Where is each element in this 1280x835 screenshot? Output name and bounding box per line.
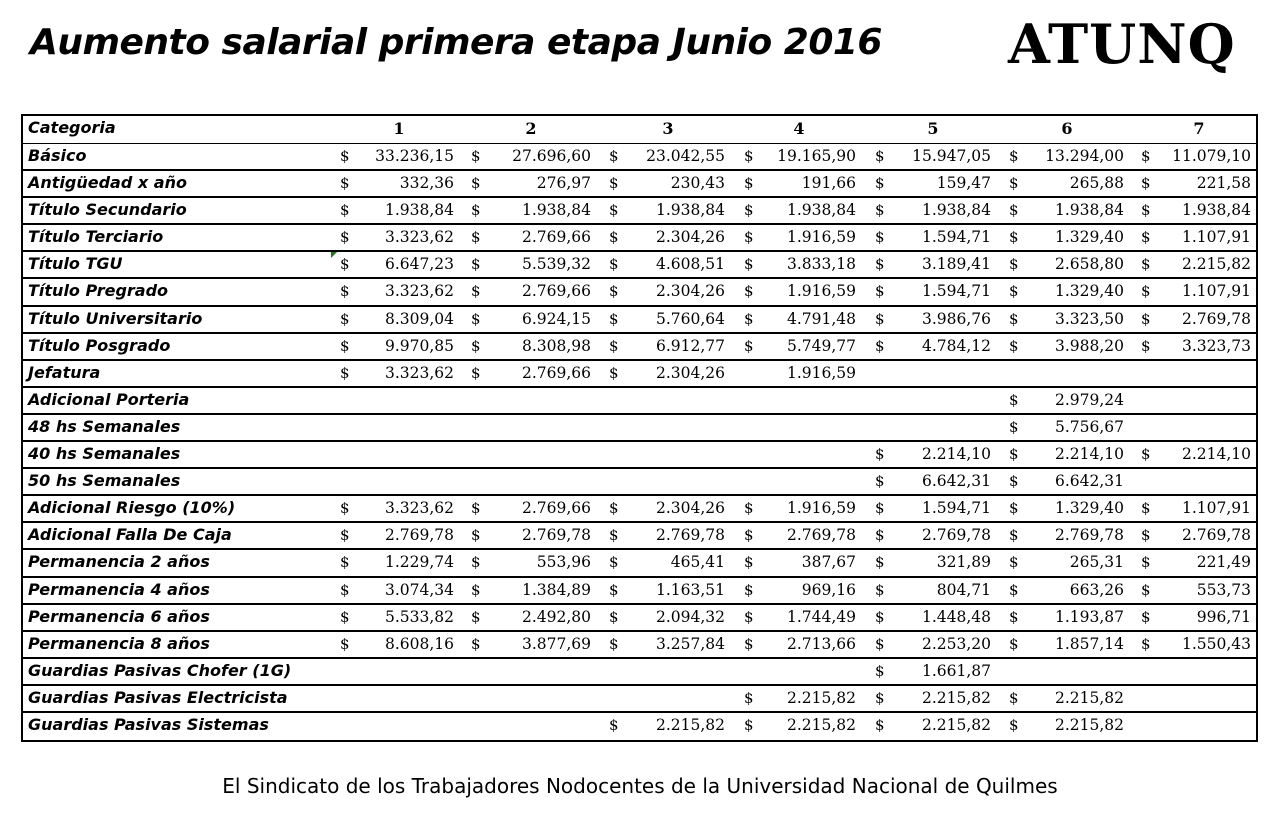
currency-sign: $ xyxy=(875,336,885,355)
currency-sign: $ xyxy=(1009,417,1019,436)
value-cell: 8.309,04 xyxy=(384,309,454,328)
currency-sign: $ xyxy=(471,607,481,626)
currency-sign: $ xyxy=(1141,553,1151,572)
value-cell: 3.323,62 xyxy=(384,499,454,518)
row-label: Adicional Riesgo (10%) xyxy=(28,498,236,518)
value-cell: 1.329,40 xyxy=(1054,282,1124,301)
value-cell: 2.304,26 xyxy=(655,499,725,518)
currency-sign: $ xyxy=(875,309,885,328)
table-row xyxy=(23,713,1256,740)
currency-sign: $ xyxy=(875,607,885,626)
table-row xyxy=(23,307,1256,334)
currency-sign: $ xyxy=(1009,688,1019,707)
value-cell: 3.323,62 xyxy=(384,282,454,301)
currency-sign: $ xyxy=(609,580,619,599)
currency-sign: $ xyxy=(744,634,754,653)
value-cell: 3.833,18 xyxy=(786,255,856,274)
currency-sign: $ xyxy=(609,553,619,572)
value-cell: 465,41 xyxy=(670,553,725,572)
currency-sign: $ xyxy=(609,201,619,220)
table-row xyxy=(23,442,1256,469)
table-row xyxy=(23,496,1256,523)
currency-sign: $ xyxy=(1141,580,1151,599)
brand-logo-text: ATUNQ xyxy=(1008,12,1236,76)
currency-sign: $ xyxy=(609,336,619,355)
value-cell: 1.384,89 xyxy=(521,580,591,599)
currency-sign: $ xyxy=(609,255,619,274)
value-cell: 13.294,00 xyxy=(1045,147,1124,165)
currency-sign: $ xyxy=(1009,472,1019,491)
currency-sign: $ xyxy=(744,499,754,518)
currency-sign: $ xyxy=(471,147,481,165)
currency-sign: $ xyxy=(875,282,885,301)
value-cell: 1.916,59 xyxy=(786,499,856,518)
currency-sign: $ xyxy=(471,499,481,518)
value-cell: 5.749,77 xyxy=(786,336,856,355)
value-cell: 11.079,10 xyxy=(1172,147,1251,165)
salary-table xyxy=(21,114,1258,742)
value-cell: 969,16 xyxy=(801,580,856,599)
currency-sign: $ xyxy=(744,580,754,599)
currency-sign: $ xyxy=(875,147,885,165)
value-cell: 8.308,98 xyxy=(521,336,591,355)
value-cell: 1.229,74 xyxy=(384,553,454,572)
row-label: Título Secundario xyxy=(28,200,187,220)
currency-sign: $ xyxy=(875,553,885,572)
currency-sign: $ xyxy=(609,174,619,193)
row-label: Adicional Falla De Caja xyxy=(28,525,232,545)
currency-sign: $ xyxy=(875,472,885,491)
table-header-row xyxy=(23,116,1256,144)
currency-sign: $ xyxy=(1141,282,1151,301)
table-row xyxy=(23,361,1256,388)
value-cell: 33.236,15 xyxy=(375,147,454,165)
value-cell: 1.107,91 xyxy=(1181,228,1251,247)
value-cell: 2.769,66 xyxy=(521,499,591,518)
table-row xyxy=(23,171,1256,198)
currency-sign: $ xyxy=(471,363,481,382)
value-cell: 6.924,15 xyxy=(521,309,591,328)
value-cell: 3.323,62 xyxy=(384,363,454,382)
currency-sign: $ xyxy=(340,526,350,545)
value-cell: 2.304,26 xyxy=(655,363,725,382)
currency-sign: $ xyxy=(1009,174,1019,193)
row-label: Antigüedad x año xyxy=(28,173,187,193)
currency-sign: $ xyxy=(744,309,754,328)
currency-sign: $ xyxy=(340,174,350,193)
column-header-categoria: Categoria xyxy=(28,118,116,137)
value-cell: 221,58 xyxy=(1196,174,1251,193)
currency-sign: $ xyxy=(471,553,481,572)
currency-sign: $ xyxy=(1009,499,1019,518)
currency-sign: $ xyxy=(609,634,619,653)
value-cell: 1.594,71 xyxy=(921,499,991,518)
value-cell: 23.042,55 xyxy=(646,147,725,165)
currency-sign: $ xyxy=(471,228,481,247)
currency-sign: $ xyxy=(875,201,885,220)
row-label: 48 hs Semanales xyxy=(28,416,181,436)
value-cell: 3.323,62 xyxy=(384,228,454,247)
row-label: Permanencia 2 años xyxy=(28,552,210,572)
currency-sign: $ xyxy=(875,661,885,680)
value-cell: 1.938,84 xyxy=(1181,201,1251,220)
value-cell: 1.329,40 xyxy=(1054,228,1124,247)
value-cell: 1.163,51 xyxy=(655,580,725,599)
value-cell: 3.323,50 xyxy=(1054,309,1124,328)
value-cell: 1.193,87 xyxy=(1054,607,1124,626)
value-cell: 3.988,20 xyxy=(1054,336,1124,355)
currency-sign: $ xyxy=(744,688,754,707)
currency-sign: $ xyxy=(1009,445,1019,464)
table-row xyxy=(23,578,1256,605)
currency-sign: $ xyxy=(609,715,619,734)
value-cell: 332,36 xyxy=(399,174,454,193)
currency-sign: $ xyxy=(744,553,754,572)
currency-sign: $ xyxy=(340,336,350,355)
currency-sign: $ xyxy=(1009,336,1019,355)
value-cell: 2.215,82 xyxy=(786,688,856,707)
currency-sign: $ xyxy=(609,363,619,382)
value-cell: 2.769,66 xyxy=(521,228,591,247)
row-label: Básico xyxy=(28,146,87,165)
currency-sign: $ xyxy=(1009,715,1019,734)
currency-sign: $ xyxy=(340,147,350,165)
category-header-6: 6 xyxy=(1061,119,1073,138)
value-cell: 6.642,31 xyxy=(1054,472,1124,491)
value-cell: 3.323,73 xyxy=(1181,336,1251,355)
currency-sign: $ xyxy=(875,526,885,545)
currency-sign: $ xyxy=(471,336,481,355)
currency-sign: $ xyxy=(875,634,885,653)
table-row xyxy=(23,144,1256,171)
row-label: Título TGU xyxy=(28,254,123,274)
currency-sign: $ xyxy=(744,526,754,545)
value-cell: 1.329,40 xyxy=(1054,499,1124,518)
row-label: Guardias Pasivas Chofer (1G) xyxy=(28,660,292,680)
value-cell: 265,88 xyxy=(1069,174,1124,193)
currency-sign: $ xyxy=(875,445,885,464)
currency-sign: $ xyxy=(744,228,754,247)
currency-sign: $ xyxy=(744,282,754,301)
value-cell: 1.938,84 xyxy=(655,201,725,220)
currency-sign: $ xyxy=(471,309,481,328)
currency-sign: $ xyxy=(875,580,885,599)
currency-sign: $ xyxy=(340,580,350,599)
value-cell: 2.769,78 xyxy=(1181,309,1251,328)
currency-sign: $ xyxy=(1141,255,1151,274)
row-label: Título Universitario xyxy=(28,308,203,328)
footer-text: El Sindicato de los Trabajadores Nodocentes de la Universidad Nacional de Quilmes xyxy=(222,774,1058,798)
table-row xyxy=(23,605,1256,632)
currency-sign: $ xyxy=(609,607,619,626)
value-cell: 2.214,10 xyxy=(1054,445,1124,464)
table-row xyxy=(23,198,1256,225)
currency-sign: $ xyxy=(875,255,885,274)
value-cell: 191,66 xyxy=(801,174,856,193)
currency-sign: $ xyxy=(340,607,350,626)
currency-sign: $ xyxy=(340,282,350,301)
currency-sign: $ xyxy=(471,634,481,653)
currency-sign: $ xyxy=(1141,147,1151,165)
category-header-3: 3 xyxy=(662,119,674,138)
value-cell: 2.215,82 xyxy=(921,688,991,707)
currency-sign: $ xyxy=(340,553,350,572)
value-cell: 1.107,91 xyxy=(1181,282,1251,301)
currency-sign: $ xyxy=(471,580,481,599)
row-label: Jefatura xyxy=(28,362,101,382)
table-row xyxy=(23,388,1256,415)
value-cell: 1.938,84 xyxy=(921,201,991,220)
value-cell: 1.916,59 xyxy=(786,228,856,247)
currency-sign: $ xyxy=(875,228,885,247)
row-label: Guardias Pasivas Sistemas xyxy=(28,714,269,734)
currency-sign: $ xyxy=(340,499,350,518)
value-cell: 3.257,84 xyxy=(655,634,725,653)
table-row xyxy=(23,550,1256,577)
value-cell: 2.214,10 xyxy=(921,445,991,464)
value-cell: 2.215,82 xyxy=(1181,255,1251,274)
currency-sign: $ xyxy=(609,526,619,545)
value-cell: 1.594,71 xyxy=(921,228,991,247)
currency-sign: $ xyxy=(340,228,350,247)
currency-sign: $ xyxy=(340,634,350,653)
value-cell: 221,49 xyxy=(1196,553,1251,572)
value-cell: 8.608,16 xyxy=(384,634,454,653)
currency-sign: $ xyxy=(1141,526,1151,545)
value-cell: 27.696,60 xyxy=(512,147,591,165)
row-label: Permanencia 8 años xyxy=(28,633,210,653)
value-cell: 1.916,59 xyxy=(786,282,856,301)
currency-sign: $ xyxy=(1009,580,1019,599)
table-row xyxy=(23,469,1256,496)
currency-sign: $ xyxy=(1141,201,1151,220)
value-cell: 3.074,34 xyxy=(384,580,454,599)
value-cell: 553,96 xyxy=(536,553,591,572)
value-cell: 996,71 xyxy=(1196,607,1251,626)
value-cell: 4.791,48 xyxy=(786,309,856,328)
currency-sign: $ xyxy=(1009,553,1019,572)
value-cell: 2.492,80 xyxy=(521,607,591,626)
value-cell: 1.550,43 xyxy=(1181,634,1251,653)
currency-sign: $ xyxy=(471,282,481,301)
value-cell: 1.938,84 xyxy=(786,201,856,220)
value-cell: 2.769,66 xyxy=(521,363,591,382)
currency-sign: $ xyxy=(1141,228,1151,247)
currency-sign: $ xyxy=(340,201,350,220)
currency-sign: $ xyxy=(744,607,754,626)
value-cell: 15.947,05 xyxy=(912,147,991,165)
value-cell: 2.094,32 xyxy=(655,607,725,626)
currency-sign: $ xyxy=(744,715,754,734)
value-cell: 2.253,20 xyxy=(921,634,991,653)
value-cell: 2.215,82 xyxy=(1054,688,1124,707)
currency-sign: $ xyxy=(875,174,885,193)
row-label: 50 hs Semanales xyxy=(28,471,181,491)
currency-sign: $ xyxy=(1009,634,1019,653)
currency-sign: $ xyxy=(340,363,350,382)
currency-sign: $ xyxy=(744,174,754,193)
value-cell: 2.769,78 xyxy=(1054,526,1124,545)
table-row xyxy=(23,225,1256,252)
value-cell: 2.215,82 xyxy=(655,715,725,734)
value-cell: 2.769,78 xyxy=(921,526,991,545)
row-label: Permanencia 4 años xyxy=(28,579,210,599)
currency-sign: $ xyxy=(875,688,885,707)
value-cell: 2.713,66 xyxy=(786,634,856,653)
value-cell: 1.938,84 xyxy=(1054,201,1124,220)
row-label: Título Terciario xyxy=(28,227,164,247)
category-header-5: 5 xyxy=(927,119,939,138)
value-cell: 2.215,82 xyxy=(786,715,856,734)
value-cell: 6.647,23 xyxy=(384,255,454,274)
table-row xyxy=(23,334,1256,361)
currency-sign: $ xyxy=(1141,174,1151,193)
currency-sign: $ xyxy=(1141,607,1151,626)
value-cell: 2.769,78 xyxy=(786,526,856,545)
value-cell: 2.658,80 xyxy=(1054,255,1124,274)
currency-sign: $ xyxy=(1141,499,1151,518)
category-header-2: 2 xyxy=(525,119,537,138)
value-cell: 553,73 xyxy=(1196,580,1251,599)
currency-sign: $ xyxy=(609,228,619,247)
value-cell: 2.769,78 xyxy=(384,526,454,545)
value-cell: 159,47 xyxy=(936,174,991,193)
row-label: Título Pregrado xyxy=(28,281,169,301)
value-cell: 2.769,78 xyxy=(521,526,591,545)
value-cell: 3.877,69 xyxy=(521,634,591,653)
currency-sign: $ xyxy=(1009,607,1019,626)
value-cell: 4.608,51 xyxy=(655,255,725,274)
row-label: Adicional Porteria xyxy=(28,389,190,409)
value-cell: 5.533,82 xyxy=(384,607,454,626)
value-cell: 9.970,85 xyxy=(384,336,454,355)
value-cell: 3.986,76 xyxy=(921,309,991,328)
value-cell: 2.304,26 xyxy=(655,228,725,247)
currency-sign: $ xyxy=(744,255,754,274)
value-cell: 1.107,91 xyxy=(1181,499,1251,518)
page-title: Aumento salarial primera etapa Junio 2016 xyxy=(30,22,882,63)
currency-sign: $ xyxy=(1141,336,1151,355)
value-cell: 5.539,32 xyxy=(521,255,591,274)
value-cell: 321,89 xyxy=(936,553,991,572)
currency-sign: $ xyxy=(609,147,619,165)
table-row xyxy=(23,686,1256,713)
currency-sign: $ xyxy=(1009,255,1019,274)
table-row xyxy=(23,415,1256,442)
currency-sign: $ xyxy=(744,147,754,165)
currency-sign: $ xyxy=(471,201,481,220)
currency-sign: $ xyxy=(609,499,619,518)
value-cell: 5.760,64 xyxy=(655,309,725,328)
currency-sign: $ xyxy=(875,499,885,518)
value-cell: 1.448,48 xyxy=(921,607,991,626)
currency-sign: $ xyxy=(1009,201,1019,220)
currency-sign: $ xyxy=(340,309,350,328)
value-cell: 3.189,41 xyxy=(921,255,991,274)
value-cell: 1.938,84 xyxy=(384,201,454,220)
value-cell: 2.769,66 xyxy=(521,282,591,301)
value-cell: 663,26 xyxy=(1069,580,1124,599)
currency-sign: $ xyxy=(609,309,619,328)
table-row xyxy=(23,279,1256,306)
currency-sign: $ xyxy=(1009,309,1019,328)
category-header-1: 1 xyxy=(393,119,405,138)
currency-sign: $ xyxy=(875,715,885,734)
currency-sign: $ xyxy=(1009,228,1019,247)
currency-sign: $ xyxy=(744,201,754,220)
currency-sign: $ xyxy=(1009,147,1019,165)
value-cell: 2.214,10 xyxy=(1181,445,1251,464)
category-header-7: 7 xyxy=(1193,119,1205,138)
value-cell: 5.756,67 xyxy=(1054,417,1124,436)
currency-sign: $ xyxy=(1141,445,1151,464)
currency-sign: $ xyxy=(1141,309,1151,328)
row-label: Guardias Pasivas Electricista xyxy=(28,687,288,707)
table-row xyxy=(23,252,1256,279)
value-cell: 2.979,24 xyxy=(1054,390,1124,409)
currency-sign: $ xyxy=(471,255,481,274)
currency-sign: $ xyxy=(340,255,350,274)
currency-sign: $ xyxy=(1009,282,1019,301)
currency-sign: $ xyxy=(609,282,619,301)
currency-sign: $ xyxy=(471,174,481,193)
value-cell: 2.769,78 xyxy=(1181,526,1251,545)
currency-sign: $ xyxy=(1009,526,1019,545)
value-cell: 4.784,12 xyxy=(921,336,991,355)
currency-sign: $ xyxy=(744,336,754,355)
value-cell: 2.215,82 xyxy=(1054,715,1124,734)
value-cell: 1.661,87 xyxy=(921,661,991,680)
value-cell: 2.215,82 xyxy=(921,715,991,734)
currency-sign: $ xyxy=(1009,390,1019,409)
value-cell: 6.912,77 xyxy=(655,336,725,355)
value-cell: 19.165,90 xyxy=(777,147,856,165)
value-cell: 1.916,59 xyxy=(786,363,856,382)
category-header-4: 4 xyxy=(793,119,805,138)
row-label: Permanencia 6 años xyxy=(28,606,210,626)
table-row xyxy=(23,659,1256,686)
value-cell: 230,43 xyxy=(670,174,725,193)
value-cell: 276,97 xyxy=(536,174,591,193)
table-row xyxy=(23,523,1256,550)
value-cell: 1.857,14 xyxy=(1054,634,1124,653)
value-cell: 1.744,49 xyxy=(786,607,856,626)
value-cell: 6.642,31 xyxy=(921,472,991,491)
row-label: Título Posgrado xyxy=(28,335,171,355)
value-cell: 2.769,78 xyxy=(655,526,725,545)
value-cell: 1.938,84 xyxy=(521,201,591,220)
value-cell: 1.594,71 xyxy=(921,282,991,301)
value-cell: 804,71 xyxy=(936,580,991,599)
value-cell: 265,31 xyxy=(1069,553,1124,572)
table-row xyxy=(23,632,1256,659)
currency-sign: $ xyxy=(471,526,481,545)
row-label: 40 hs Semanales xyxy=(28,444,181,464)
currency-sign: $ xyxy=(1141,634,1151,653)
value-cell: 387,67 xyxy=(801,553,856,572)
value-cell: 2.304,26 xyxy=(655,282,725,301)
